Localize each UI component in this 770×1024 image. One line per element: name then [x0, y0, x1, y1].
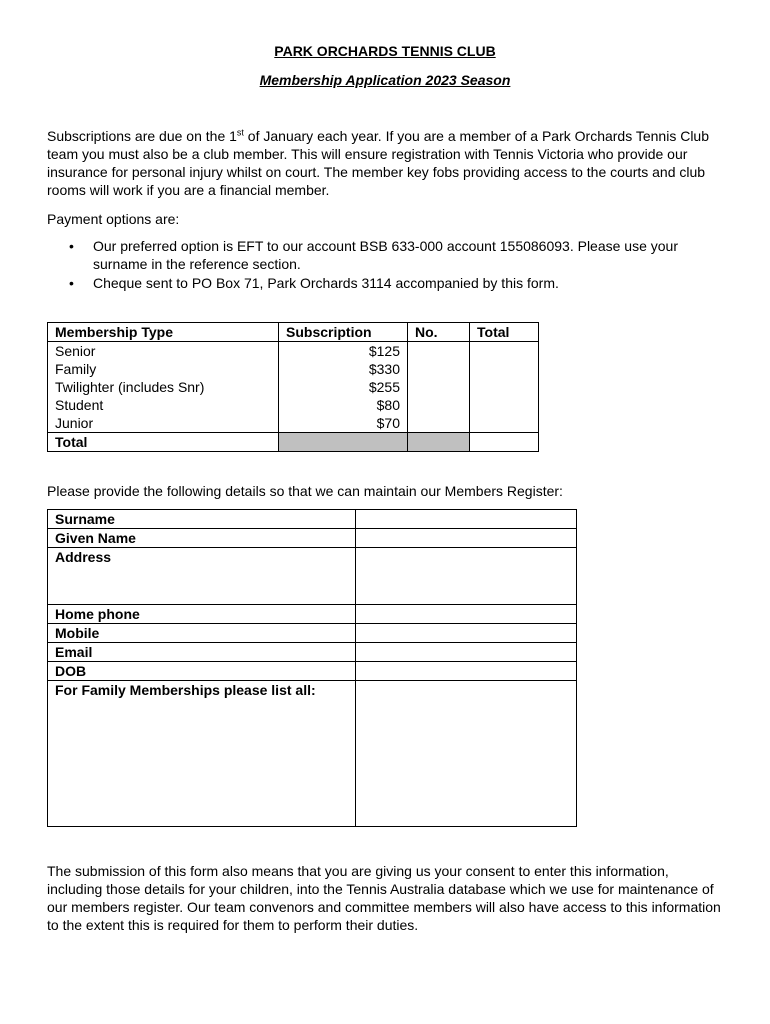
- payment-heading: Payment options are:: [47, 211, 180, 227]
- intro-text-2: of January each year. If you are a member of a Park Orchards Tennis Club team you must also be a club member. This will ensure registration with Tennis Victoria who provide our insurance for personal injury whilst on court. The member key fobs providing access to the courts and club rooms will work if you are a financial member.: [47, 128, 710, 198]
- payment-option-cheque: [47, 274, 727, 292]
- membership-body-row: [48, 342, 539, 433]
- label-dob: DOB: [48, 662, 356, 681]
- dob-field[interactable]: [355, 662, 577, 681]
- details-row-address: [48, 548, 577, 605]
- type-twilighter: Twilighter (includes Snr): [55, 379, 205, 395]
- label-address: Address: [48, 548, 356, 605]
- address-field[interactable]: [355, 548, 577, 605]
- intro-paragraph: [47, 127, 727, 199]
- price-twilighter: $255: [368, 379, 400, 395]
- family-members-field[interactable]: [355, 681, 577, 827]
- details-row-family: [48, 681, 577, 827]
- number-input-cell[interactable]: [408, 342, 470, 433]
- price-senior: $125: [368, 343, 400, 359]
- price-junior: $70: [376, 415, 400, 431]
- shaded-cell: [279, 433, 408, 452]
- home-phone-field[interactable]: [355, 605, 577, 624]
- total-input-cell[interactable]: [470, 342, 539, 433]
- shaded-cell: [408, 433, 470, 452]
- membership-total-row: [48, 433, 539, 452]
- payment-option-text: Cheque sent to PO Box 71, Park Orchards 3114 accompanied by this form.: [93, 275, 559, 291]
- intro-text-1: Subscriptions are due on the 1: [47, 128, 237, 144]
- header-subscription: Subscription: [279, 323, 408, 342]
- payment-options-list: [47, 237, 727, 293]
- label-home-phone: Home phone: [48, 605, 356, 624]
- details-row-dob: [48, 662, 577, 681]
- payment-option-text: Our preferred option is EFT to our account BSB 633-000 account 155086093. Please use your surname in the reference section.: [93, 238, 678, 272]
- total-label: Total: [48, 433, 279, 452]
- membership-header-row: [48, 323, 539, 342]
- payment-option-eft: [47, 237, 727, 273]
- given-name-field[interactable]: [355, 529, 577, 548]
- type-student: Student: [55, 397, 104, 413]
- details-row-home-phone: [48, 605, 577, 624]
- membership-table: [47, 322, 539, 452]
- label-surname: Surname: [48, 510, 356, 529]
- label-family-members: For Family Memberships please list all:: [48, 681, 356, 827]
- type-senior: Senior: [55, 343, 96, 359]
- consent-paragraph: The submission of this form also means that you are giving us your consent to enter this information, including those details for your children, into the Tennis Australia database which we use for maintenance of our members register. Our team convenors and committee members will also have access to this information to the extent this is required for them to perform their duties.: [47, 863, 721, 933]
- header-total: Total: [470, 323, 539, 342]
- label-mobile: Mobile: [48, 624, 356, 643]
- header-number: No.: [408, 323, 470, 342]
- grand-total-cell[interactable]: [470, 433, 539, 452]
- bullet-icon: •: [69, 238, 74, 254]
- mobile-field[interactable]: [355, 624, 577, 643]
- price-student: $80: [376, 397, 400, 413]
- header-membership-type: Membership Type: [48, 323, 279, 342]
- member-details-table: [47, 509, 577, 827]
- type-junior: Junior: [55, 415, 94, 431]
- type-family: Family: [55, 361, 97, 377]
- form-subtitle: Membership Application 2023 Season: [259, 72, 511, 88]
- details-intro: Please provide the following details so that we can maintain our Members Register:: [47, 483, 563, 499]
- club-title: PARK ORCHARDS TENNIS CLUB: [274, 43, 496, 59]
- subscription-prices-cell: [279, 342, 408, 433]
- bullet-icon: •: [69, 275, 74, 291]
- intro-superscript: st: [236, 127, 244, 138]
- price-family: $330: [368, 361, 400, 377]
- label-given-name: Given Name: [48, 529, 356, 548]
- membership-types-cell: [48, 342, 279, 433]
- label-email: Email: [48, 643, 356, 662]
- details-row-given-name: [48, 529, 577, 548]
- details-row-surname: [48, 510, 577, 529]
- surname-field[interactable]: [355, 510, 577, 529]
- details-row-mobile: [48, 624, 577, 643]
- details-row-email: [48, 643, 577, 662]
- email-field[interactable]: [355, 643, 577, 662]
